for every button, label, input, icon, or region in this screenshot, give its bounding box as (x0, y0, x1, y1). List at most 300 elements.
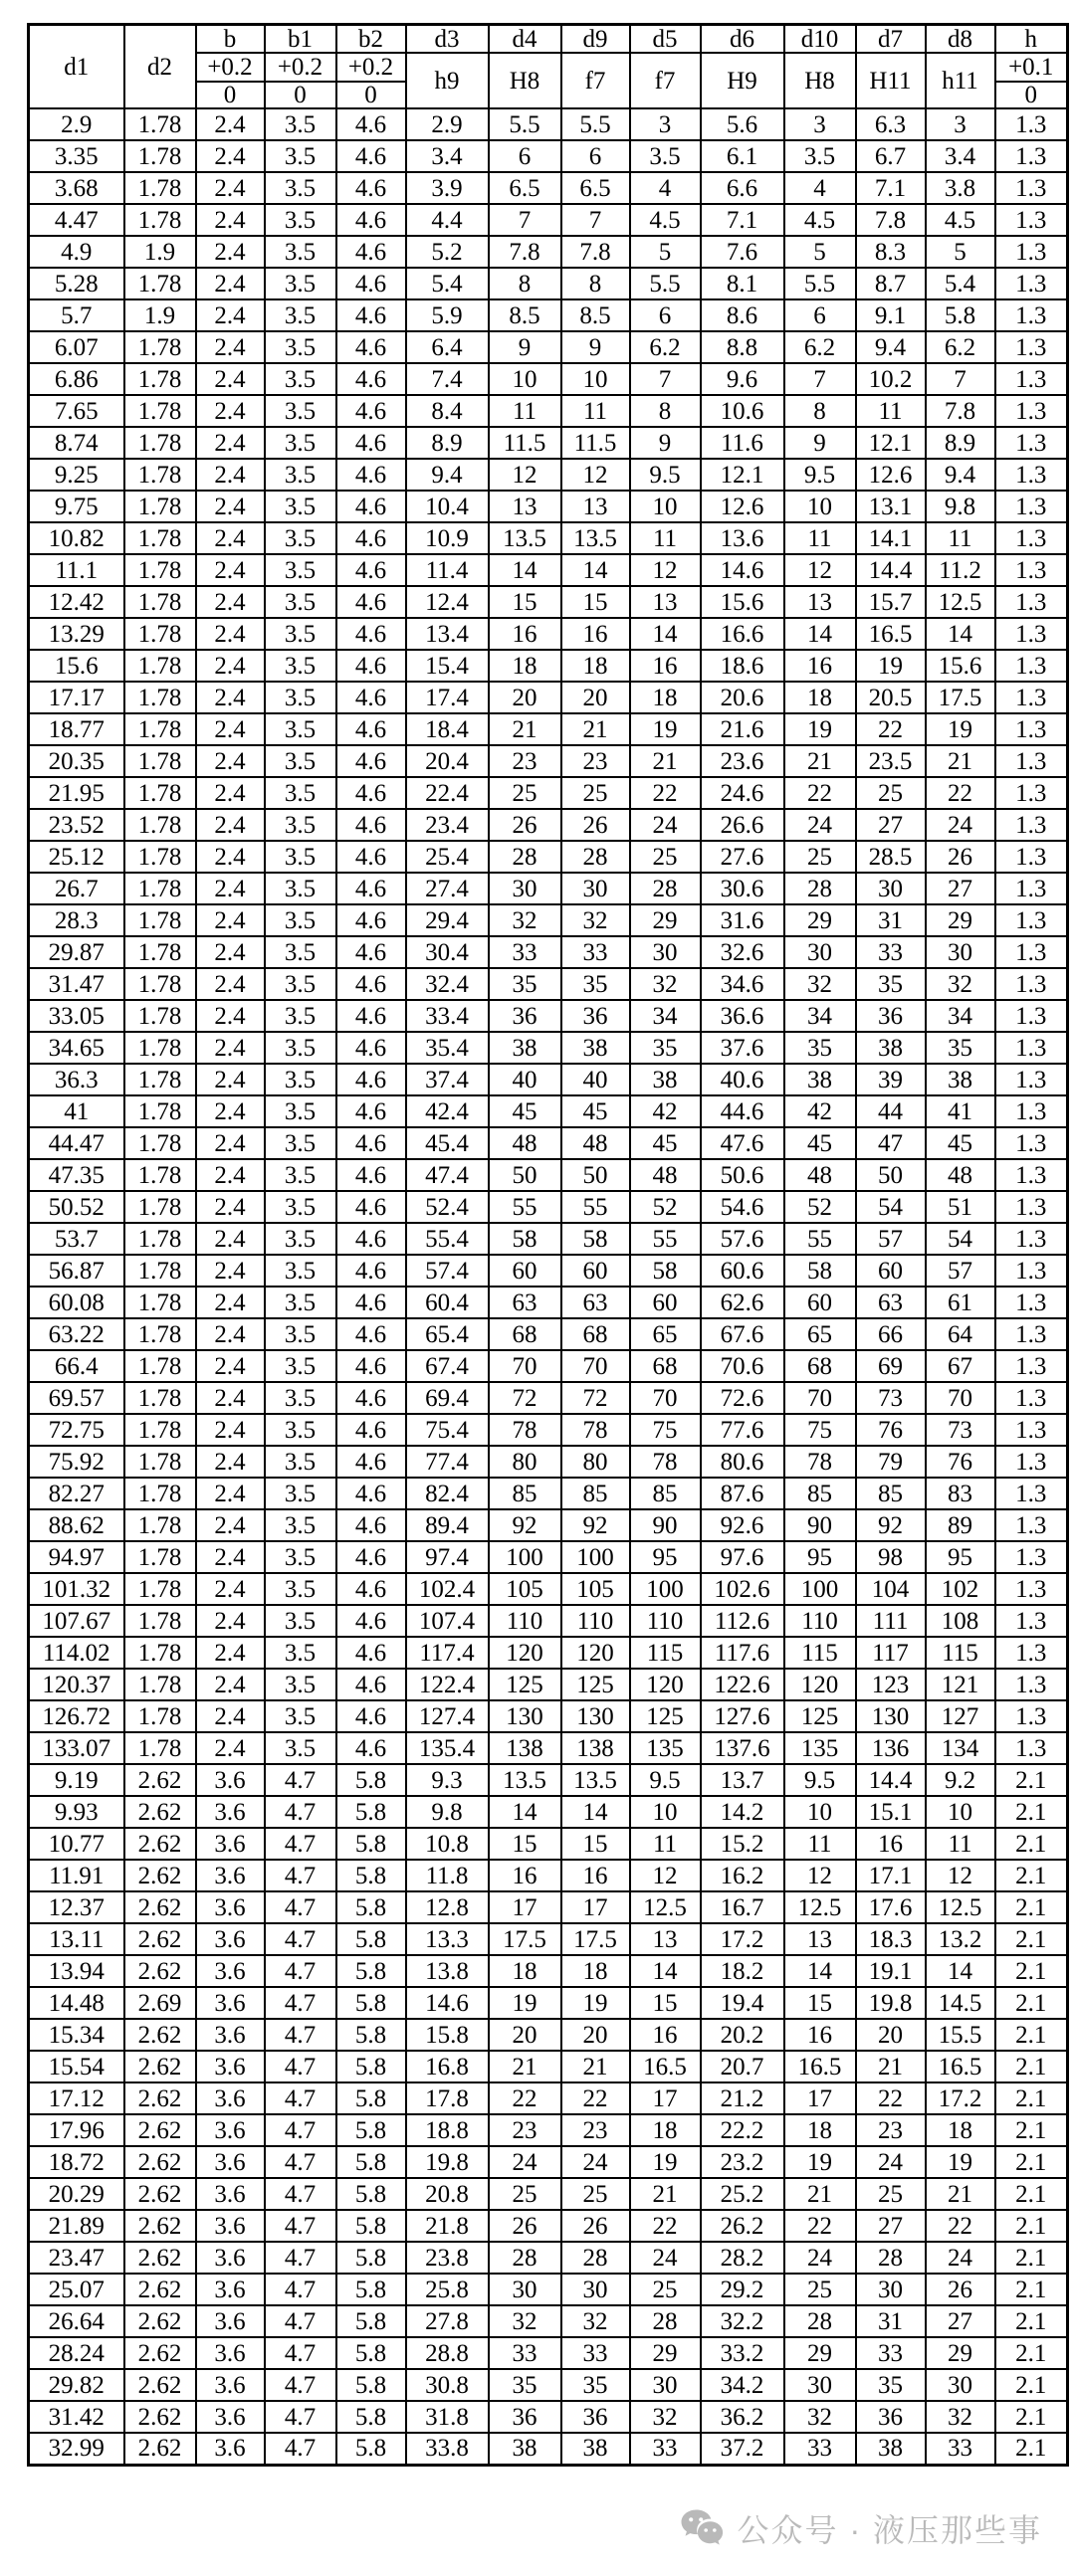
cell-d1: 18.77 (29, 713, 124, 745)
cell-d5: 75 (630, 1414, 701, 1446)
cell-d6: 36.2 (701, 2401, 784, 2433)
cell-b: 2.4 (196, 331, 265, 363)
cell-d5: 34 (630, 1000, 701, 1032)
cell-d9: 12 (561, 459, 630, 491)
cell-b: 2.4 (196, 1605, 265, 1637)
cell-d7: 20.5 (856, 682, 926, 713)
cell-d1: 21.89 (29, 2210, 124, 2242)
cell-d2: 2.62 (124, 2051, 196, 2082)
cell-d6: 44.6 (701, 1095, 784, 1127)
cell-d1: 72.75 (29, 1414, 124, 1446)
cell-d7: 92 (856, 1509, 926, 1541)
cell-h: 1.3 (995, 586, 1068, 618)
cell-d3: 10.9 (406, 522, 489, 554)
cell-d7: 39 (856, 1064, 926, 1095)
cell-d8: 7 (926, 363, 995, 395)
cell-d1: 6.86 (29, 363, 124, 395)
table-row (29, 1478, 1068, 1509)
cell-d2: 2.62 (124, 2082, 196, 2114)
cell-d4: 36 (489, 2401, 561, 2433)
cell-d2: 1.78 (124, 1446, 196, 1478)
cell-d2: 1.78 (124, 1064, 196, 1095)
cell-d8: 35 (926, 1032, 995, 1064)
cell-b: 2.4 (196, 522, 265, 554)
cell-b2: 5.8 (336, 2178, 406, 2210)
cell-d1: 15.34 (29, 2019, 124, 2051)
col-header-d5: d5 (630, 25, 701, 54)
cell-d1: 26.64 (29, 2305, 124, 2337)
cell-d4: 13 (489, 491, 561, 522)
cell-b: 2.4 (196, 459, 265, 491)
cell-d7: 8.7 (856, 268, 926, 299)
cell-d10: 29 (784, 904, 856, 936)
cell-d7: 14.4 (856, 554, 926, 586)
cell-d4: 19 (489, 1987, 561, 2019)
cell-b: 3.6 (196, 1860, 265, 1891)
cell-d7: 50 (856, 1159, 926, 1191)
cell-h: 2.1 (995, 2369, 1068, 2401)
cell-d7: 12.6 (856, 459, 926, 491)
cell-d3: 82.4 (406, 1478, 489, 1509)
cell-d9: 105 (561, 1573, 630, 1605)
cell-d2: 2.62 (124, 2210, 196, 2242)
cell-d10: 3.5 (784, 140, 856, 172)
cell-d5: 32 (630, 968, 701, 1000)
cell-d8: 57 (926, 1255, 995, 1287)
cell-d7: 73 (856, 1382, 926, 1414)
cell-d1: 28.24 (29, 2337, 124, 2369)
cell-d5: 29 (630, 904, 701, 936)
cell-d10: 10 (784, 1796, 856, 1828)
cell-h: 2.1 (995, 1955, 1068, 1987)
cell-d1: 21.95 (29, 777, 124, 809)
cell-d6: 32.2 (701, 2305, 784, 2337)
cell-b1: 4.7 (265, 2274, 336, 2305)
cell-h: 1.3 (995, 1350, 1068, 1382)
table-row (29, 745, 1068, 777)
cell-d7: 9.4 (856, 331, 926, 363)
cell-d5: 35 (630, 1032, 701, 1064)
cell-d4: 23 (489, 745, 561, 777)
cell-d1: 44.47 (29, 1127, 124, 1159)
cell-d8: 6.2 (926, 331, 995, 363)
cell-d5: 9.5 (630, 459, 701, 491)
cell-b2: 5.8 (336, 2114, 406, 2146)
cell-d4: 63 (489, 1287, 561, 1318)
cell-d6: 15.6 (701, 586, 784, 618)
cell-d9: 21 (561, 2051, 630, 2082)
cell-d3: 5.4 (406, 268, 489, 299)
cell-b2: 5.8 (336, 2274, 406, 2305)
cell-d6: 34.6 (701, 968, 784, 1000)
cell-d10: 85 (784, 1478, 856, 1509)
cell-d4: 24 (489, 2146, 561, 2178)
cell-d7: 27 (856, 2210, 926, 2242)
cell-d6: 16.6 (701, 618, 784, 650)
cell-b2: 4.6 (336, 904, 406, 936)
cell-d7: 98 (856, 1541, 926, 1573)
cell-d8: 48 (926, 1159, 995, 1191)
cell-d8: 24 (926, 809, 995, 841)
cell-b2: 4.6 (336, 1032, 406, 1064)
cell-d7: 85 (856, 1478, 926, 1509)
cell-h: 1.3 (995, 1032, 1068, 1064)
cell-d3: 33.8 (406, 2433, 489, 2465)
cell-d7: 36 (856, 1000, 926, 1032)
cell-d1: 15.6 (29, 650, 124, 682)
cell-d5: 65 (630, 1318, 701, 1350)
cell-d2: 2.62 (124, 1860, 196, 1891)
table-row (29, 2114, 1068, 2146)
cell-d9: 125 (561, 1669, 630, 1700)
cell-b: 2.4 (196, 1637, 265, 1669)
cell-d3: 21.8 (406, 2210, 489, 2242)
cell-d8: 95 (926, 1541, 995, 1573)
cell-b1: 3.5 (265, 841, 336, 873)
cell-d2: 1.78 (124, 331, 196, 363)
cell-d8: 10 (926, 1796, 995, 1828)
cell-d2: 2.62 (124, 1764, 196, 1796)
cell-d3: 67.4 (406, 1350, 489, 1382)
cell-d6: 23.6 (701, 745, 784, 777)
cell-b2: 4.6 (336, 586, 406, 618)
cell-b: 2.4 (196, 1159, 265, 1191)
cell-d10: 6 (784, 299, 856, 331)
tolerance-bottom-b: 0 (196, 82, 265, 108)
cell-d4: 26 (489, 2210, 561, 2242)
table-row (29, 2082, 1068, 2114)
cell-d7: 35 (856, 2369, 926, 2401)
cell-d5: 30 (630, 936, 701, 968)
table-row (29, 1860, 1068, 1891)
cell-d7: 44 (856, 1095, 926, 1127)
cell-d2: 2.62 (124, 2146, 196, 2178)
cell-d5: 10 (630, 491, 701, 522)
cell-d5: 28 (630, 2305, 701, 2337)
cell-d4: 11.5 (489, 427, 561, 459)
cell-d10: 14 (784, 1955, 856, 1987)
cell-d10: 7 (784, 363, 856, 395)
cell-d3: 6.4 (406, 331, 489, 363)
cell-d4: 92 (489, 1509, 561, 1541)
cell-b: 2.4 (196, 618, 265, 650)
tolerance-top-b2: +0.2 (336, 53, 406, 82)
cell-d9: 6 (561, 140, 630, 172)
cell-d2: 2.62 (124, 2433, 196, 2465)
cell-h: 1.3 (995, 1159, 1068, 1191)
cell-d3: 13.8 (406, 1955, 489, 1987)
cell-d2: 1.78 (124, 1509, 196, 1541)
cell-d6: 13.7 (701, 1764, 784, 1796)
cell-d6: 87.6 (701, 1478, 784, 1509)
cell-h: 2.1 (995, 2210, 1068, 2242)
cell-d6: 32.6 (701, 936, 784, 968)
cell-d9: 36 (561, 1000, 630, 1032)
cell-d7: 14.1 (856, 522, 926, 554)
cell-h: 2.1 (995, 1764, 1068, 1796)
cell-h: 2.1 (995, 1891, 1068, 1923)
cell-d8: 8.9 (926, 427, 995, 459)
cell-d6: 8.8 (701, 331, 784, 363)
cell-b1: 3.5 (265, 745, 336, 777)
cell-b: 2.4 (196, 1255, 265, 1287)
table-row (29, 873, 1068, 904)
cell-d5: 25 (630, 841, 701, 873)
cell-h: 1.3 (995, 777, 1068, 809)
table-row (29, 1064, 1068, 1095)
cell-b2: 4.6 (336, 1669, 406, 1700)
cell-b: 3.6 (196, 2274, 265, 2305)
cell-b2: 4.6 (336, 1318, 406, 1350)
cell-d6: 26.2 (701, 2210, 784, 2242)
cell-b1: 4.7 (265, 2146, 336, 2178)
cell-d3: 3.4 (406, 140, 489, 172)
cell-d2: 2.62 (124, 2178, 196, 2210)
cell-d2: 1.78 (124, 268, 196, 299)
cell-h: 2.1 (995, 2305, 1068, 2337)
cell-d6: 18.2 (701, 1955, 784, 1987)
cell-d4: 15 (489, 586, 561, 618)
cell-d10: 90 (784, 1509, 856, 1541)
cell-d4: 16 (489, 1860, 561, 1891)
cell-d1: 29.82 (29, 2369, 124, 2401)
cell-h: 1.3 (995, 236, 1068, 268)
cell-b1: 3.5 (265, 236, 336, 268)
cell-d2: 2.62 (124, 2305, 196, 2337)
cell-b1: 3.5 (265, 904, 336, 936)
cell-h: 1.3 (995, 1382, 1068, 1414)
table-row (29, 108, 1068, 140)
cell-d3: 15.8 (406, 2019, 489, 2051)
table-row (29, 904, 1068, 936)
cell-d7: 35 (856, 968, 926, 1000)
cell-d10: 19 (784, 2146, 856, 2178)
cell-d8: 29 (926, 904, 995, 936)
cell-d8: 18 (926, 2114, 995, 2146)
col-header-b2: b2 (336, 25, 406, 54)
cell-d6: 40.6 (701, 1064, 784, 1095)
cell-d9: 15 (561, 586, 630, 618)
cell-d8: 34 (926, 1000, 995, 1032)
cell-d2: 2.62 (124, 2337, 196, 2369)
cell-d6: 47.6 (701, 1127, 784, 1159)
cell-d1: 133.07 (29, 1732, 124, 1764)
cell-b: 2.4 (196, 1446, 265, 1478)
cell-d6: 8.6 (701, 299, 784, 331)
cell-d2: 1.78 (124, 1414, 196, 1446)
cell-b1: 3.5 (265, 459, 336, 491)
cell-d2: 2.62 (124, 2401, 196, 2433)
cell-d3: 27.4 (406, 873, 489, 904)
cell-d9: 10 (561, 363, 630, 395)
cell-d8: 13.2 (926, 1923, 995, 1955)
cell-b1: 3.5 (265, 873, 336, 904)
cell-h: 1.3 (995, 1287, 1068, 1318)
cell-b2: 4.6 (336, 1446, 406, 1478)
cell-b: 2.4 (196, 236, 265, 268)
cell-b: 3.6 (196, 1923, 265, 1955)
cell-b2: 4.6 (336, 299, 406, 331)
tolerance-bottom-b2: 0 (336, 82, 406, 108)
cell-d4: 11 (489, 395, 561, 427)
cell-d10: 13 (784, 1923, 856, 1955)
cell-h: 1.3 (995, 522, 1068, 554)
cell-h: 2.1 (995, 1828, 1068, 1860)
cell-b: 2.4 (196, 1095, 265, 1127)
cell-d9: 26 (561, 2210, 630, 2242)
cell-b1: 4.7 (265, 1955, 336, 1987)
cell-d7: 111 (856, 1605, 926, 1637)
cell-d10: 25 (784, 841, 856, 873)
cell-b: 3.6 (196, 2082, 265, 2114)
cell-d8: 67 (926, 1350, 995, 1382)
cell-d3: 12.8 (406, 1891, 489, 1923)
cell-d10: 21 (784, 2178, 856, 2210)
cell-h: 2.1 (995, 2019, 1068, 2051)
cell-d5: 6.2 (630, 331, 701, 363)
cell-d1: 17.12 (29, 2082, 124, 2114)
cell-d4: 20 (489, 2019, 561, 2051)
cell-d7: 22 (856, 713, 926, 745)
cell-d1: 17.17 (29, 682, 124, 713)
cell-h: 1.3 (995, 1000, 1068, 1032)
cell-d6: 11.6 (701, 427, 784, 459)
cell-d3: 55.4 (406, 1223, 489, 1255)
cell-d7: 20 (856, 2019, 926, 2051)
cell-d1: 60.08 (29, 1287, 124, 1318)
cell-d4: 30 (489, 2274, 561, 2305)
cell-d5: 115 (630, 1637, 701, 1669)
cell-d2: 1.78 (124, 1732, 196, 1764)
cell-d9: 48 (561, 1127, 630, 1159)
cell-d1: 56.87 (29, 1255, 124, 1287)
cell-d9: 30 (561, 2274, 630, 2305)
cell-d6: 77.6 (701, 1414, 784, 1446)
cell-d9: 13.5 (561, 522, 630, 554)
cell-h: 2.1 (995, 2433, 1068, 2465)
cell-d9: 110 (561, 1605, 630, 1637)
col-header-d7: d7 (856, 25, 926, 54)
cell-d2: 1.78 (124, 1032, 196, 1064)
cell-d9: 11 (561, 395, 630, 427)
cell-d3: 11.4 (406, 554, 489, 586)
cell-b1: 3.5 (265, 1318, 336, 1350)
cell-h: 1.3 (995, 1446, 1068, 1478)
cell-h: 1.3 (995, 968, 1068, 1000)
cell-d8: 76 (926, 1446, 995, 1478)
cell-d7: 16 (856, 1828, 926, 1860)
tolerance-top-b: +0.2 (196, 53, 265, 82)
cell-d2: 1.78 (124, 140, 196, 172)
cell-d10: 12 (784, 554, 856, 586)
wechat-watermark (680, 2505, 1042, 2551)
cell-d5: 13 (630, 586, 701, 618)
cell-b1: 3.5 (265, 331, 336, 363)
cell-d6: 12.1 (701, 459, 784, 491)
cell-d4: 17 (489, 1891, 561, 1923)
cell-d10: 8 (784, 395, 856, 427)
cell-b1: 4.7 (265, 2369, 336, 2401)
cell-d8: 5.4 (926, 268, 995, 299)
cell-d2: 2.62 (124, 1955, 196, 1987)
table-row (29, 427, 1068, 459)
cell-b1: 4.7 (265, 2401, 336, 2433)
cell-d4: 110 (489, 1605, 561, 1637)
cell-d5: 15 (630, 1987, 701, 2019)
cell-d10: 95 (784, 1541, 856, 1573)
cell-d3: 77.4 (406, 1446, 489, 1478)
cell-b2: 4.6 (336, 459, 406, 491)
cell-d2: 1.78 (124, 204, 196, 236)
cell-b1: 3.5 (265, 363, 336, 395)
cell-d7: 136 (856, 1732, 926, 1764)
cell-b1: 3.5 (265, 172, 336, 204)
cell-d6: 127.6 (701, 1700, 784, 1732)
table-row (29, 204, 1068, 236)
cell-d3: 69.4 (406, 1382, 489, 1414)
cell-d8: 32 (926, 2401, 995, 2433)
cell-d3: 25.8 (406, 2274, 489, 2305)
cell-b2: 4.6 (336, 1287, 406, 1318)
cell-d5: 125 (630, 1700, 701, 1732)
cell-b1: 3.5 (265, 1700, 336, 1732)
table-header (29, 25, 1068, 109)
cell-d4: 50 (489, 1159, 561, 1191)
cell-d9: 25 (561, 777, 630, 809)
cell-b1: 3.5 (265, 1669, 336, 1700)
cell-b: 2.4 (196, 172, 265, 204)
cell-d1: 36.3 (29, 1064, 124, 1095)
cell-d9: 26 (561, 809, 630, 841)
cell-d8: 115 (926, 1637, 995, 1669)
cell-b1: 3.5 (265, 522, 336, 554)
cell-h: 1.3 (995, 1478, 1068, 1509)
cell-d1: 34.65 (29, 1032, 124, 1064)
cell-d7: 28.5 (856, 841, 926, 873)
cell-d2: 1.78 (124, 395, 196, 427)
cell-d3: 28.8 (406, 2337, 489, 2369)
cell-d6: 50.6 (701, 1159, 784, 1191)
cell-d4: 7.8 (489, 236, 561, 268)
cell-d5: 13 (630, 1923, 701, 1955)
cell-d9: 24 (561, 2146, 630, 2178)
cell-d4: 32 (489, 2305, 561, 2337)
cell-b1: 3.5 (265, 1000, 336, 1032)
cell-b: 2.4 (196, 299, 265, 331)
table-row (29, 1891, 1068, 1923)
cell-d1: 20.35 (29, 745, 124, 777)
cell-d7: 19.1 (856, 1955, 926, 1987)
cell-d5: 3.5 (630, 140, 701, 172)
cell-b: 3.6 (196, 1828, 265, 1860)
cell-b: 2.4 (196, 1127, 265, 1159)
cell-d10: 25 (784, 2274, 856, 2305)
table-row (29, 1159, 1068, 1191)
cell-d1: 7.65 (29, 395, 124, 427)
cell-d2: 1.78 (124, 713, 196, 745)
cell-b2: 4.6 (336, 968, 406, 1000)
cell-d10: 115 (784, 1637, 856, 1669)
table-row (29, 1446, 1068, 1478)
cell-d7: 17.6 (856, 1891, 926, 1923)
col-header-b: b (196, 25, 265, 54)
table-row (29, 586, 1068, 618)
cell-d2: 1.78 (124, 968, 196, 1000)
cell-d1: 41 (29, 1095, 124, 1127)
table-row (29, 2019, 1068, 2051)
cell-d4: 20 (489, 682, 561, 713)
cell-d8: 30 (926, 936, 995, 968)
